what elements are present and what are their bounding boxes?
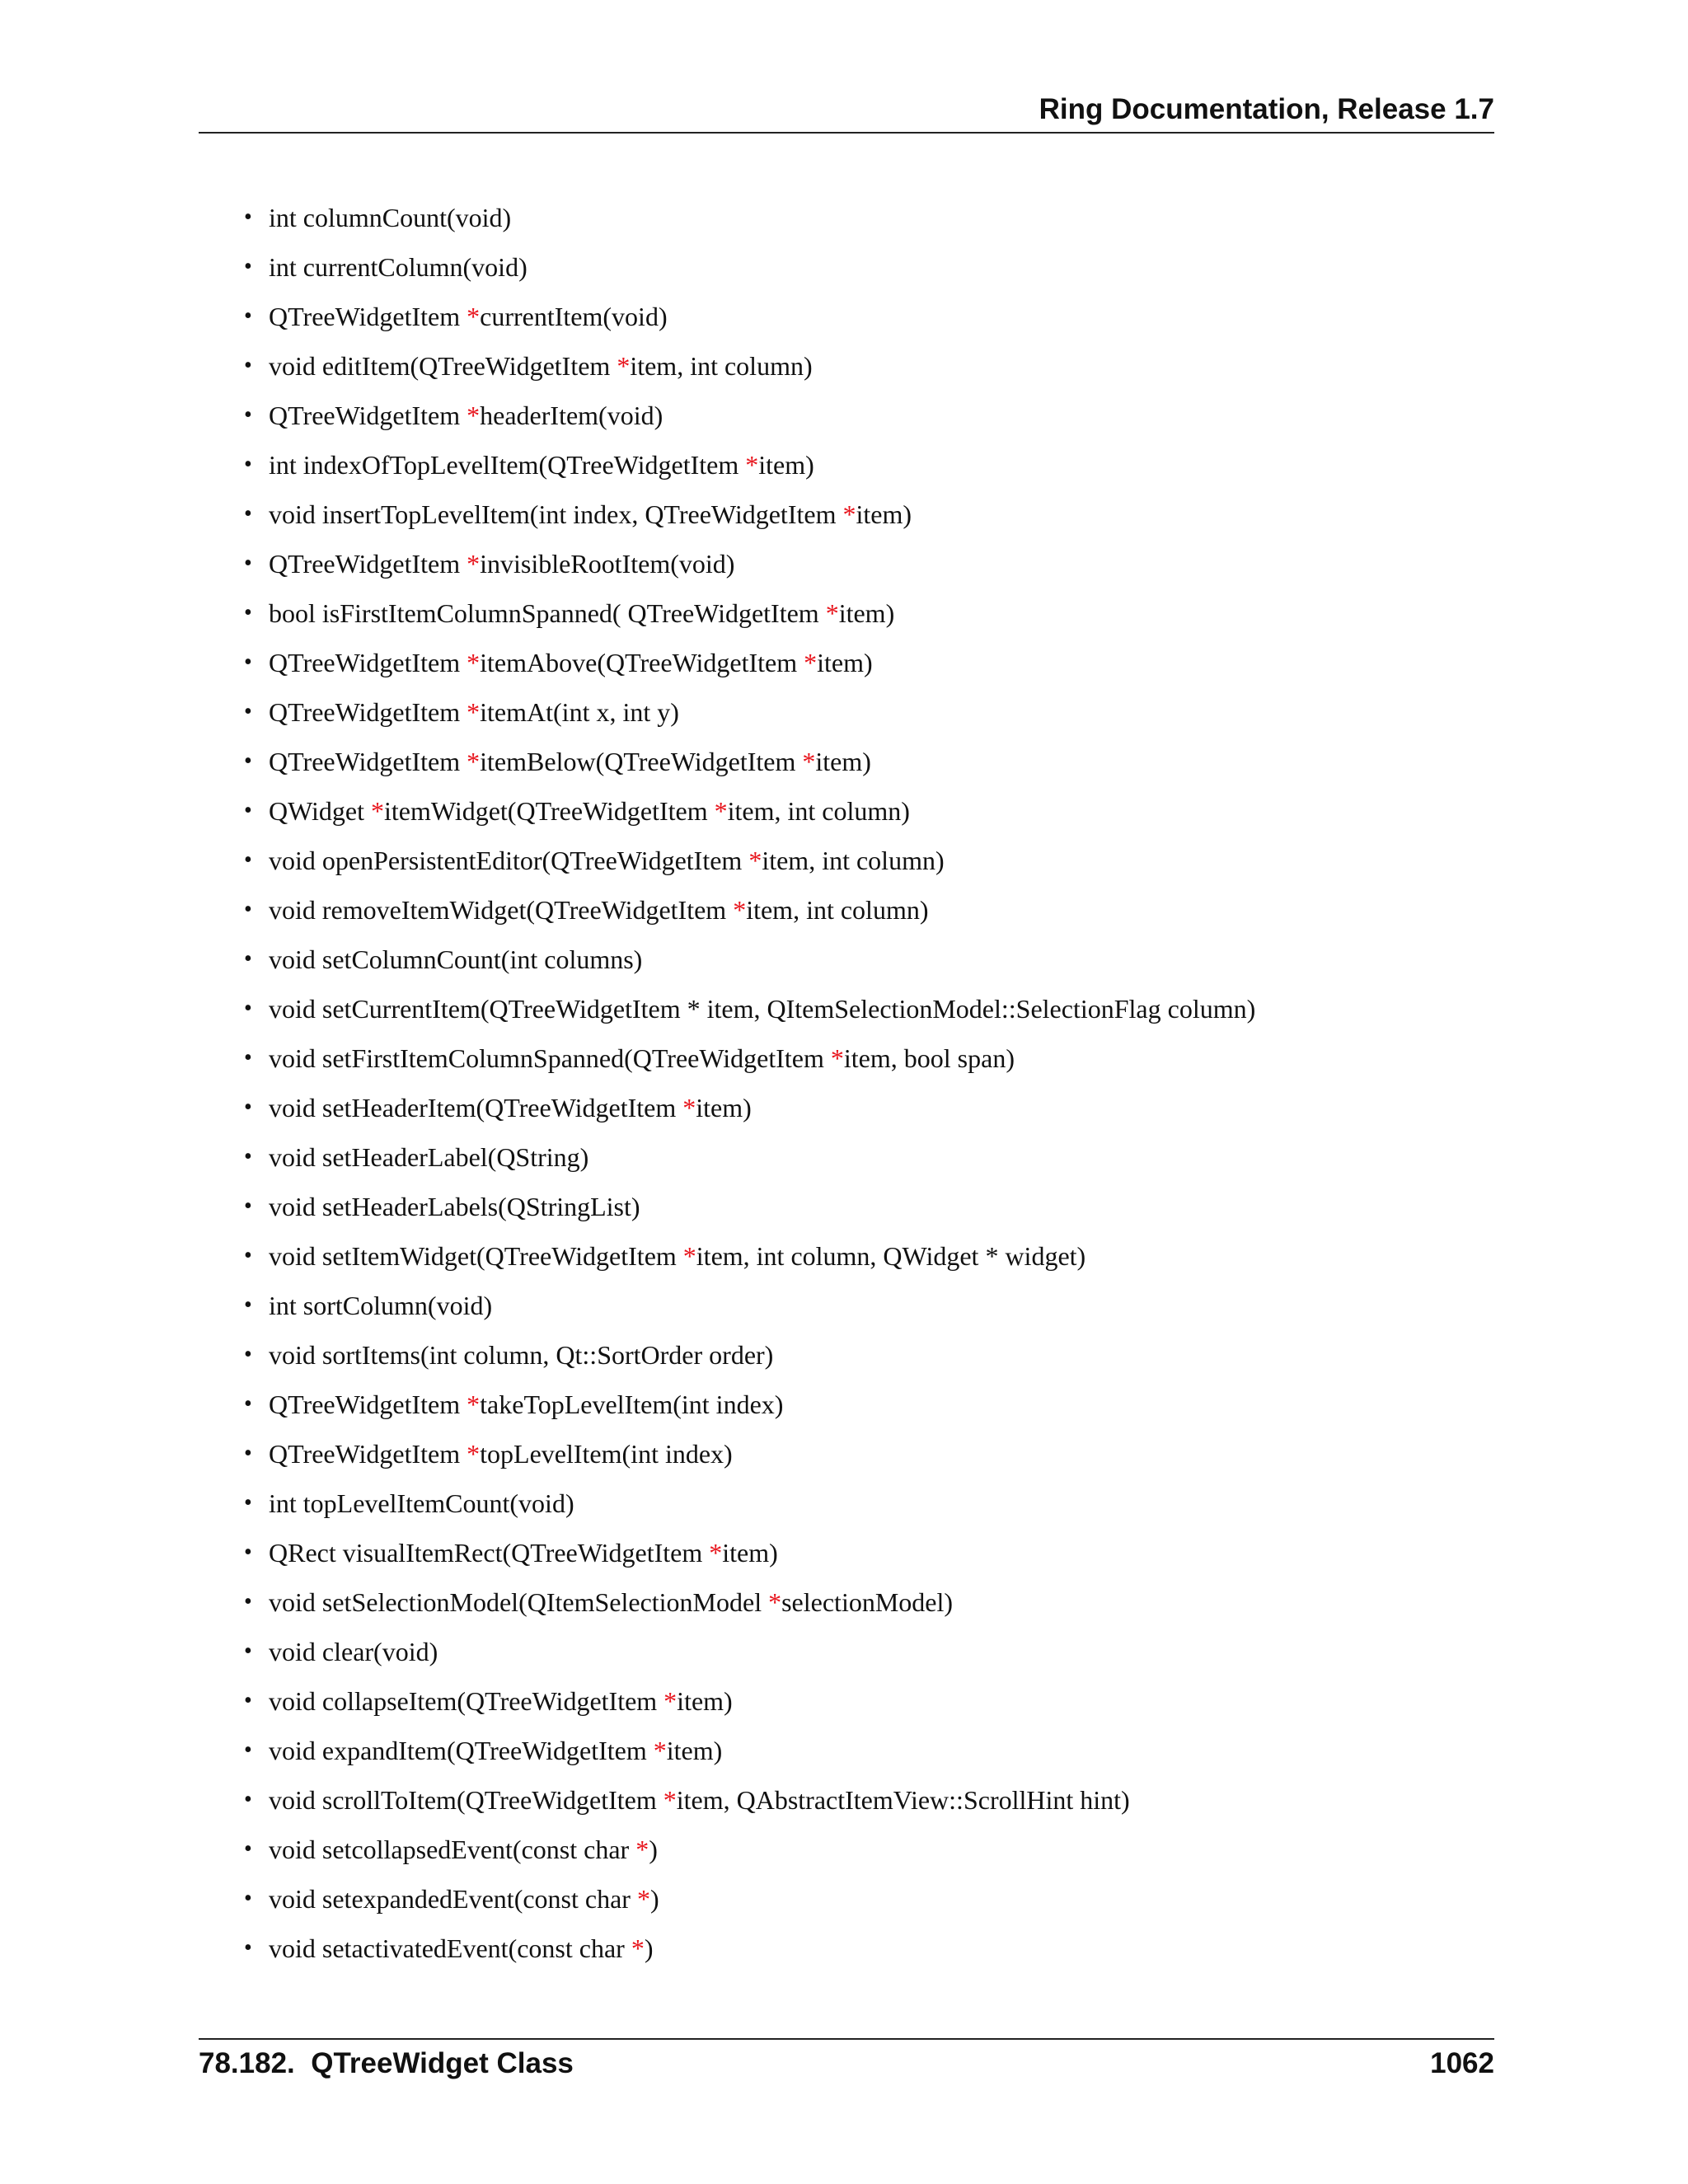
list-item <box>244 645 1645 695</box>
method-signature: void openPersistentEditor(QTreeWidgetItem *item, int column) <box>269 846 945 875</box>
list-item <box>244 1140 1645 1189</box>
pointer-star: * <box>682 1241 696 1271</box>
pointer-star: * <box>682 1093 696 1122</box>
list-item <box>244 398 1645 448</box>
list-item <box>244 200 1645 250</box>
pointer-star: * <box>467 1390 481 1419</box>
pointer-star: * <box>842 499 856 529</box>
list-item <box>244 1041 1645 1090</box>
list-item <box>244 1684 1645 1733</box>
list-item <box>244 794 1645 843</box>
pointer-star: * <box>371 796 385 826</box>
page-footer <box>199 2038 1494 2086</box>
bullet-icon: • <box>244 798 252 823</box>
bullet-icon: • <box>244 1688 252 1713</box>
bullet-icon: • <box>244 1193 252 1219</box>
pointer-star: * <box>635 1835 649 1864</box>
bullet-icon: • <box>244 1342 252 1367</box>
list-item <box>244 546 1645 596</box>
method-signature: QTreeWidgetItem *headerItem(void) <box>269 401 663 430</box>
method-signature: void setColumnCount(int columns) <box>269 944 643 974</box>
bullet-icon: • <box>244 1787 252 1812</box>
method-signature: void setItemWidget(QTreeWidgetItem *item, int column, QWidget * widget) <box>269 1241 1086 1271</box>
list-item <box>244 497 1645 546</box>
bullet-icon: • <box>244 996 252 1021</box>
list-item <box>244 744 1645 794</box>
pointer-star: * <box>825 598 839 628</box>
pointer-star: * <box>748 846 762 875</box>
method-signature: void setHeaderLabels(QStringList) <box>269 1192 640 1221</box>
list-item <box>244 991 1645 1041</box>
bullet-icon: • <box>244 1292 252 1318</box>
method-signature: QTreeWidgetItem *currentItem(void) <box>269 302 668 331</box>
list-item <box>244 299 1645 349</box>
pointer-star: * <box>745 450 759 480</box>
footer-page-number: 1062 <box>1430 2047 1494 2079</box>
pointer-star: * <box>830 1043 844 1073</box>
list-item <box>244 1486 1645 1535</box>
method-signature: void setactivatedEvent(const char *) <box>269 1933 654 1963</box>
method-list <box>244 200 1645 1980</box>
pointer-star: * <box>467 549 481 579</box>
list-item <box>244 1783 1645 1832</box>
list-item <box>244 695 1645 744</box>
method-signature: QRect visualItemRect(QTreeWidgetItem *item) <box>269 1538 778 1568</box>
method-signature: QTreeWidgetItem *itemAbove(QTreeWidgetItem *item) <box>269 648 873 677</box>
list-item <box>244 349 1645 398</box>
method-signature: QTreeWidgetItem *invisibleRootItem(void) <box>269 549 735 579</box>
bullet-icon: • <box>244 1144 252 1169</box>
pointer-star: * <box>636 1884 650 1914</box>
method-signature: int indexOfTopLevelItem(QTreeWidgetItem *item) <box>269 450 814 480</box>
bullet-icon: • <box>244 1589 252 1615</box>
list-item <box>244 893 1645 942</box>
pointer-star: * <box>467 401 481 430</box>
method-signature: void setSelectionModel(QItemSelectionModel *selectionModel) <box>269 1587 954 1617</box>
method-signature: int currentColumn(void) <box>269 252 528 282</box>
method-signature: int topLevelItemCount(void) <box>269 1488 574 1518</box>
list-item <box>244 596 1645 645</box>
bullet-icon: • <box>244 1441 252 1466</box>
bullet-icon: • <box>244 1737 252 1763</box>
list-item <box>244 1436 1645 1486</box>
list-item <box>244 1931 1645 1980</box>
bullet-icon: • <box>244 1540 252 1565</box>
list-item <box>244 1387 1645 1436</box>
method-signature: void sortItems(int column, Qt::SortOrder order) <box>269 1340 774 1370</box>
bullet-icon: • <box>244 1045 252 1071</box>
pointer-star: * <box>631 1933 645 1963</box>
bullet-icon: • <box>244 551 252 576</box>
method-signature: QTreeWidgetItem *takeTopLevelItem(int index) <box>269 1390 784 1419</box>
list-item <box>244 1535 1645 1585</box>
list-item <box>244 1882 1645 1931</box>
list-item <box>244 1585 1645 1634</box>
method-signature: void collapseItem(QTreeWidgetItem *item) <box>269 1686 733 1716</box>
footer-section-title: 78.182. QTreeWidget Class <box>199 2047 574 2079</box>
pointer-star: * <box>768 1587 782 1617</box>
bullet-icon: • <box>244 1886 252 1911</box>
list-item <box>244 448 1645 497</box>
pointer-star: * <box>467 1439 481 1469</box>
bullet-icon: • <box>244 699 252 724</box>
pointer-star: * <box>467 648 481 677</box>
list-item <box>244 250 1645 299</box>
list-item <box>244 1832 1645 1882</box>
method-signature: int columnCount(void) <box>269 203 512 232</box>
method-signature: QTreeWidgetItem *itemBelow(QTreeWidgetItem *item) <box>269 747 871 776</box>
pointer-star: * <box>467 747 481 776</box>
pointer-star: * <box>467 302 481 331</box>
method-signature: bool isFirstItemColumnSpanned( QTreeWidgetItem *item) <box>269 598 895 628</box>
bullet-icon: • <box>244 1836 252 1862</box>
bullet-icon: • <box>244 1243 252 1268</box>
list-item <box>244 1239 1645 1288</box>
bullet-icon: • <box>244 452 252 477</box>
pointer-star: * <box>733 895 747 925</box>
method-signature: void setHeaderLabel(QString) <box>269 1142 589 1172</box>
pointer-star: * <box>714 796 728 826</box>
bullet-icon: • <box>244 1490 252 1516</box>
bullet-icon: • <box>244 303 252 329</box>
pointer-star: * <box>663 1785 677 1815</box>
bullet-icon: • <box>244 501 252 527</box>
list-item <box>244 1090 1645 1140</box>
method-signature: int sortColumn(void) <box>269 1291 493 1320</box>
pointer-star: * <box>617 351 631 381</box>
method-signature: void setcollapsedEvent(const char *) <box>269 1835 658 1864</box>
method-signature: void setCurrentItem(QTreeWidgetItem * item, QItemSelectionModel::SelectionFlag column) <box>269 994 1256 1024</box>
method-signature: void setHeaderItem(QTreeWidgetItem *item) <box>269 1093 752 1122</box>
method-signature: void clear(void) <box>269 1637 438 1666</box>
bullet-icon: • <box>244 1638 252 1664</box>
pointer-star: * <box>663 1686 678 1716</box>
method-signature: void insertTopLevelItem(int index, QTreeWidgetItem *item) <box>269 499 912 529</box>
method-signature: void editItem(QTreeWidgetItem *item, int column) <box>269 351 813 381</box>
method-signature: QWidget *itemWidget(QTreeWidgetItem *item, int column) <box>269 796 910 826</box>
method-signature: void scrollToItem(QTreeWidgetItem *item, QAbstractItemView::ScrollHint hint) <box>269 1785 1130 1815</box>
list-item <box>244 843 1645 893</box>
bullet-icon: • <box>244 1935 252 1961</box>
method-signature: void setFirstItemColumnSpanned(QTreeWidgetItem *item, bool span) <box>269 1043 1015 1073</box>
bullet-icon: • <box>244 353 252 378</box>
bullet-icon: • <box>244 649 252 675</box>
bullet-icon: • <box>244 402 252 428</box>
method-signature: QTreeWidgetItem *itemAt(int x, int y) <box>269 697 679 727</box>
header-title: Ring Documentation, Release 1.7 <box>1039 93 1494 125</box>
method-signature: QTreeWidgetItem *topLevelItem(int index) <box>269 1439 733 1469</box>
list-item <box>244 942 1645 991</box>
bullet-icon: • <box>244 748 252 774</box>
list-item <box>244 1288 1645 1338</box>
method-signature: void expandItem(QTreeWidgetItem *item) <box>269 1736 723 1765</box>
page-header <box>199 92 1494 134</box>
list-item <box>244 1634 1645 1684</box>
list-item <box>244 1733 1645 1783</box>
list-item <box>244 1338 1645 1387</box>
pointer-star: * <box>653 1736 667 1765</box>
bullet-icon: • <box>244 946 252 972</box>
bullet-icon: • <box>244 897 252 922</box>
pointer-star: * <box>709 1538 723 1568</box>
bullet-icon: • <box>244 600 252 626</box>
list-item <box>244 1189 1645 1239</box>
method-signature: void removeItemWidget(QTreeWidgetItem *item, int column) <box>269 895 929 925</box>
pointer-star: * <box>467 697 481 727</box>
bullet-icon: • <box>244 254 252 279</box>
bullet-icon: • <box>244 204 252 230</box>
pointer-star: * <box>804 648 818 677</box>
method-signature: void setexpandedEvent(const char *) <box>269 1884 659 1914</box>
bullet-icon: • <box>244 847 252 873</box>
bullet-icon: • <box>244 1391 252 1417</box>
bullet-icon: • <box>244 1094 252 1120</box>
pointer-star: * <box>802 747 816 776</box>
